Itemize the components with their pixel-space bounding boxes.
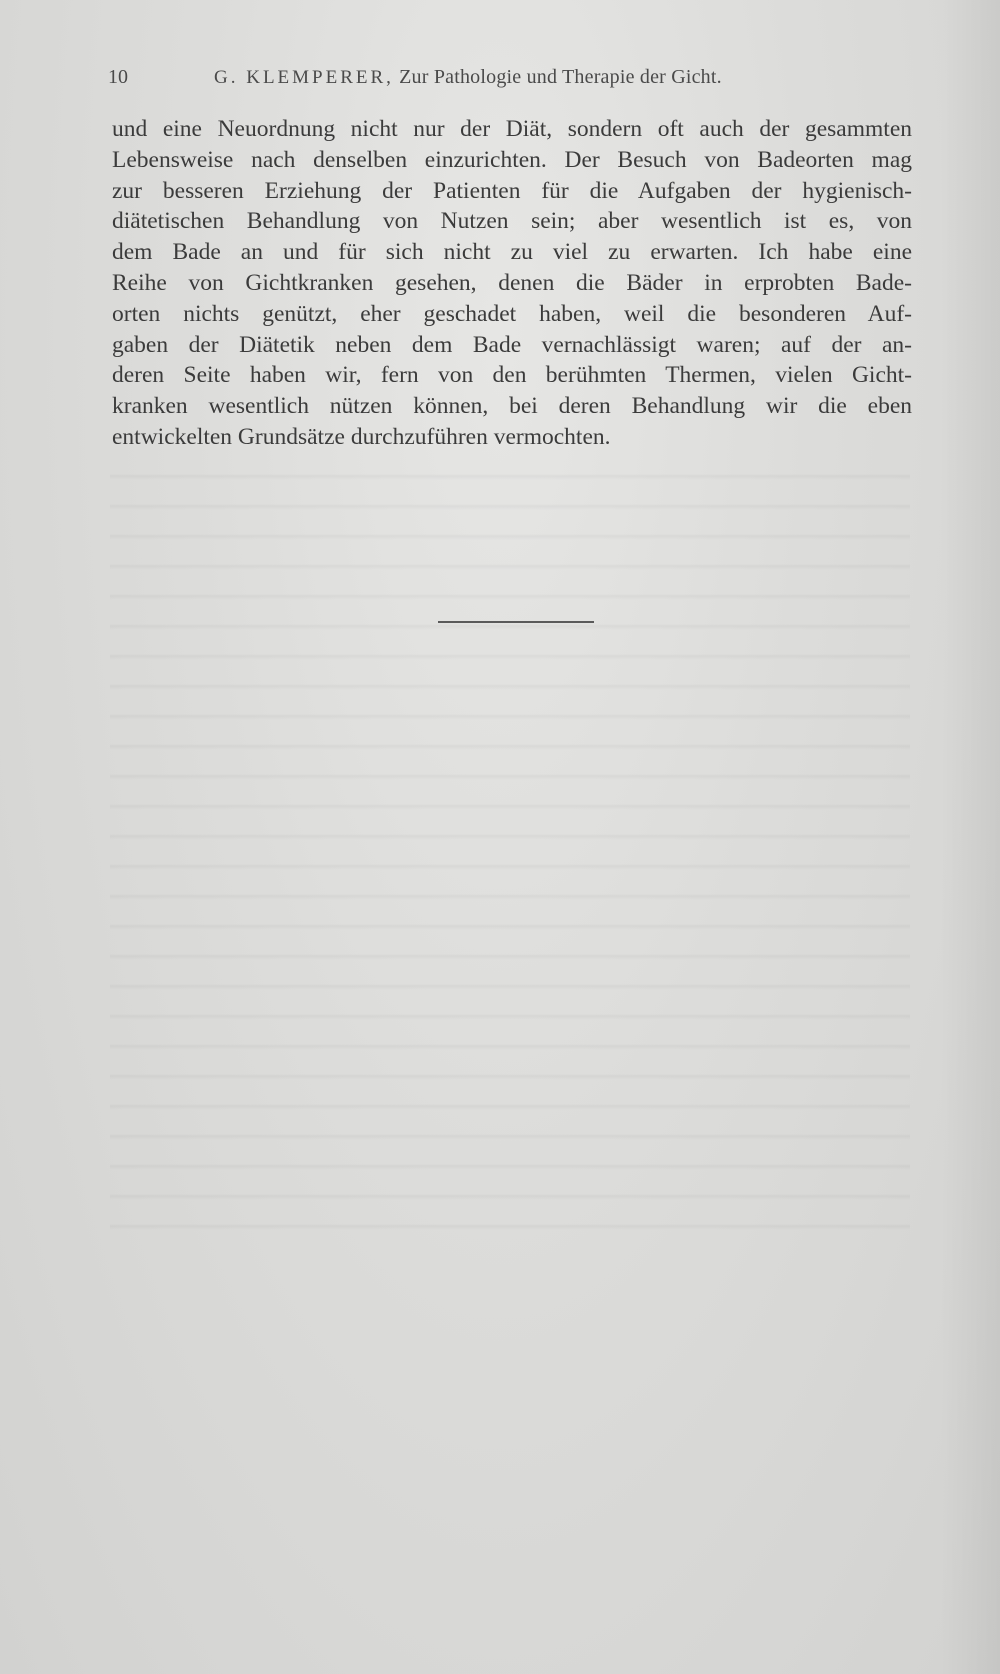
text-line: gaben der Diätetik neben dem Bade vernachlässigt waren; auf der an- — [112, 331, 912, 358]
text-line: kranken wesentlich nützen können, bei deren Behandlung wir die eben — [112, 393, 912, 420]
running-header — [108, 66, 868, 96]
text-line: diätetischen Behandlung von Nutzen sein; aber wesentlich ist es, von — [112, 208, 912, 235]
text-line: Lebensweise nach denselben einzurichten. Der Besuch von Badeorten mag — [112, 146, 912, 173]
author-name: G. KLEMPERER, — [214, 67, 394, 88]
text-line: zur besseren Erziehung der Patienten für die Aufgaben der hygienisch- — [112, 177, 912, 204]
article-title: Zur Pathologie und Therapie der Gicht. — [399, 66, 722, 88]
bleed-through-texture — [110, 450, 910, 1230]
text-line: orten nichts genützt, eher geschadet haben, weil die besonderen Auf- — [112, 300, 912, 327]
running-head — [214, 66, 722, 89]
text-line: Reihe von Gichtkranken gesehen, denen die Bäder in erprobten Bade- — [112, 269, 912, 296]
text-line: und eine Neuordnung nicht nur der Diät, sondern oft auch der gesammten — [112, 116, 912, 142]
page-edge-shadow — [940, 0, 1000, 1674]
text-line: dem Bade an und für sich nicht zu viel zu erwarten. Ich habe eine — [112, 239, 912, 266]
text-line: entwickelten Grundsätze durchzuführen vermochten. — [112, 423, 611, 450]
text-line: deren Seite haben wir, fern von den berühmten Thermen, vielen Gicht- — [112, 362, 912, 389]
section-end-rule — [438, 621, 594, 623]
body-paragraph — [112, 114, 912, 453]
page-number: 10 — [108, 66, 128, 88]
